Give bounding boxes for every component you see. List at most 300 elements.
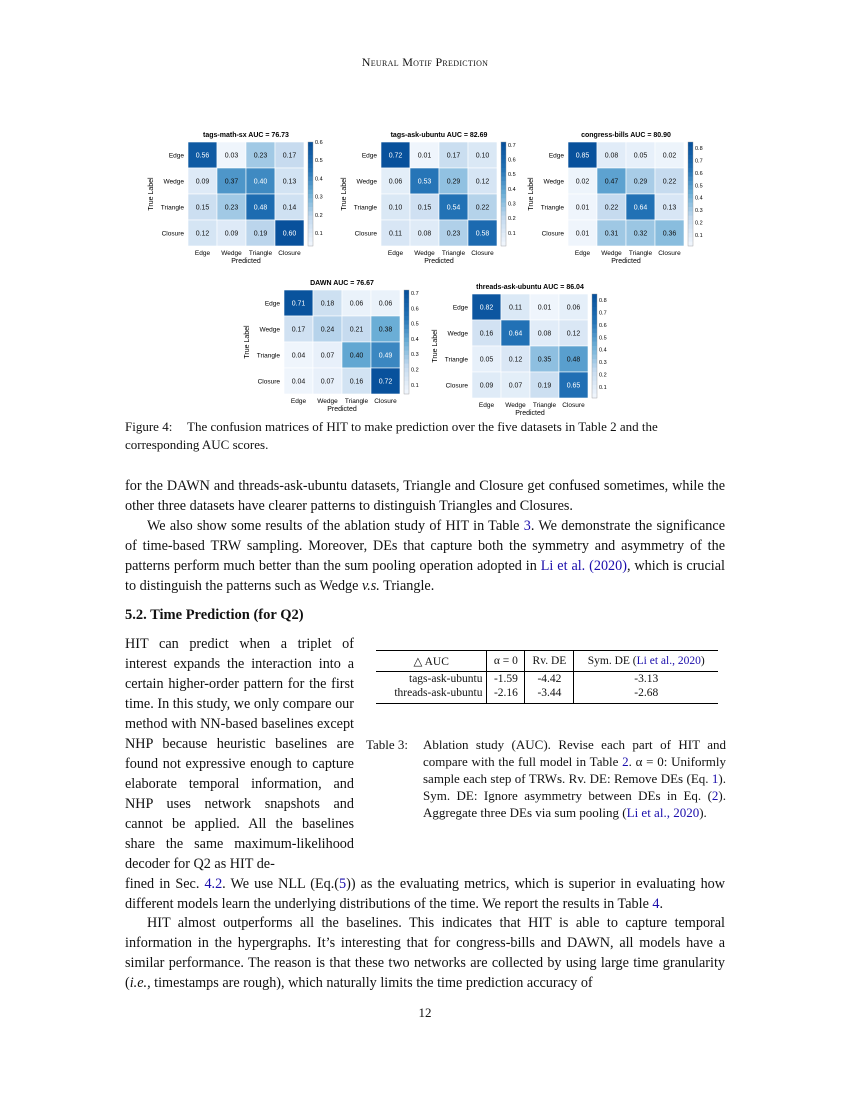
colorbar-segment [688,142,693,147]
p4-b: . We use NLL (Eq.( [222,876,340,892]
colorbar-segment [592,333,597,338]
col-tick-label: Edge [290,398,307,405]
colorbar-segment [688,207,693,212]
p2-vs: v.s. [362,578,380,594]
colorbar-segment [592,329,597,334]
confusion-matrix-tags-math-sx [140,128,335,273]
colorbar-tick-label: 0.4 [315,176,323,183]
colorbar-segment [501,155,506,160]
cell-value-label: 0.15 [417,204,432,212]
tcap-d: ). Aggregate three DEs via sum pooling ( [423,788,726,820]
colorbar-segment [501,220,506,225]
colorbar-segment [404,377,409,382]
table-header-sym-de [574,651,718,672]
colorbar-segment [592,324,597,329]
cell-value-label: 0.11 [508,304,523,312]
li-et-al-caption-link[interactable]: Li et al., 2020 [626,805,700,820]
cell-value-label: 0.18 [320,300,335,308]
colorbar-tick-label: 0.5 [508,172,516,179]
colorbar-segment [501,181,506,186]
cell-value-label: 0.08 [417,230,432,238]
cell-value-label: 0.02 [662,152,677,160]
colorbar-tick-label: 0.2 [411,367,419,374]
colorbar-segment [404,312,409,317]
cell-value-label: 0.49 [378,352,393,360]
colorbar-segment [404,333,409,338]
p2-text-c: , which is crucial to distinguish the patterns such as Wedge [125,558,725,594]
colorbar-tick-label: 0.7 [508,142,516,149]
cell-value-label: 0.16 [349,378,364,386]
cell-value-label: 0.40 [253,178,268,186]
col-tick-label: Edge [387,250,404,257]
colorbar-segment [688,172,693,177]
cell-value-label: 0.22 [604,204,619,212]
colorbar-segment [308,181,313,186]
colorbar-segment [404,325,409,330]
colorbar-segment [592,376,597,381]
colorbar-segment [501,211,506,216]
colorbar-segment [308,220,313,225]
figure-caption [125,418,725,454]
cell-value-label: 0.16 [479,330,494,338]
ablation-table [376,650,718,704]
cell-value-label: 0.22 [475,204,490,212]
colorbar-segment [688,229,693,234]
colorbar-tick-label: 0.2 [599,372,607,379]
sec-4-2-link[interactable]: 4.2 [204,876,223,892]
section-heading: 5.2. Time Prediction (for Q2) [125,607,304,623]
y-axis-label: True Label [148,177,155,211]
y-axis-label: True Label [244,325,251,359]
cell-value-label: 0.05 [633,152,648,160]
table-header-alpha: α = 0 [487,651,525,672]
paragraph-5 [125,913,725,993]
colorbar-segment [688,155,693,160]
table-3-link[interactable]: 3 [523,518,531,534]
cell-value-label: 0.12 [566,330,581,338]
cell-value-label: 0.82 [479,304,494,312]
p2-text-b: . We demonstrate the significance of time-based TRW sampling. Moreover, DEs that capture both the symmetry and asymmetry of the patterns perform much better than the sum pooling operation adopted in [125,518,725,574]
row-tick-label: Closure [161,230,184,238]
row-tick-label: Closure [541,230,564,238]
colorbar-segment [592,342,597,347]
table-cell: tags-ask-ubuntu [409,673,483,685]
colorbar-segment [308,194,313,199]
row-tick-label: Wedge [356,178,377,186]
cell-value-label: 0.14 [282,204,297,212]
colorbar-segment [404,381,409,386]
cell-value-label: 0.06 [378,300,393,308]
paragraph-3: HIT can predict when a triplet of interest expands the interaction into a certain higher-order pattern for the first time. In this study, we only compare our method with NN-based baselines except NHP because heuristic baselines are found not expressive enough to capture elaborate temporal information, and NHP uses network snapshots and cannot be applied. All the baselines share the same maximum-likelihood decoder for Q2 as HIT de- [125,636,354,872]
col-tick-label: Wedge [414,250,435,257]
colorbar-segment [404,390,409,395]
colorbar-segment [501,242,506,247]
cell-value-label: 0.11 [388,230,403,238]
colorbar-tick-label: 0.8 [695,146,703,153]
col-tick-label: Wedge [221,250,242,257]
p4-d: . [659,896,664,912]
x-axis-label: Predicted [611,258,641,265]
colorbar-segment [501,233,506,238]
colorbar-tick-label: 0.7 [599,310,607,317]
cell-value-label: 0.53 [417,178,432,186]
colorbar-tick-label: 0.5 [599,335,607,342]
colorbar-segment [592,294,597,299]
colorbar-segment [404,351,409,356]
x-axis-label: Predicted [424,258,454,265]
colorbar-segment [592,355,597,360]
colorbar-tick-label: 0.2 [695,220,703,227]
colorbar-segment [688,185,693,190]
table-cell: threads-ask-ubuntu [376,686,487,704]
cell-value-label: 0.32 [633,230,648,238]
colorbar-segment [404,359,409,364]
colorbar-tick-label: 0.7 [411,291,419,298]
colorbar-segment [308,155,313,160]
cell-value-label: 0.09 [224,230,239,238]
cell-value-label: 0.21 [349,326,364,334]
cell-value-label: 0.29 [633,178,648,186]
colorbar-segment [308,190,313,195]
cell-value-label: 0.15 [195,204,210,212]
colorbar-segment [501,159,506,164]
colorbar-segment [688,233,693,238]
colorbar-tick-label: 0.1 [411,382,419,389]
col-tick-label: Triangle [628,250,653,257]
colorbar-segment [404,364,409,369]
cell-value-label: 0.58 [475,230,490,238]
figure-caption-text: The confusion matrices of HIT to make prediction over the five datasets in Table 2 and the corresponding AUC scores. [125,419,658,452]
colorbar-segment [404,368,409,373]
col-tick-label: Triangle [441,250,466,257]
cell-value-label: 0.08 [537,330,552,338]
colorbar-segment [592,363,597,368]
row-tick-label: Triangle [540,204,564,212]
colorbar-segment [308,233,313,238]
chart-title: tags-math-sx AUC = 76.73 [203,132,289,139]
confusion-matrix-dawn [236,276,431,421]
colorbar-segment [688,224,693,229]
colorbar-tick-label: 0.3 [315,194,323,201]
colorbar-segment [688,146,693,151]
sym-de-citation-link[interactable]: Li et al., 2020 [636,655,701,667]
colorbar-segment [501,224,506,229]
table-cell: -3.13 [574,672,718,687]
table-cell: -3.44 [525,686,574,704]
p4-c: )) as the evaluating metrics, which is superior in evaluating how different models learn the underlying distributions of the time. We report the results in Table [125,876,726,912]
colorbar-segment [404,316,409,321]
paragraph-4 [125,874,725,914]
colorbar-segment [688,151,693,156]
col-tick-label: Closure [374,398,397,405]
cell-value-label: 0.47 [604,178,619,186]
row-tick-label: Edge [168,152,184,160]
colorbar-segment [404,355,409,360]
colorbar-segment [688,168,693,173]
p5-a: HIT almost outperforms all the baselines. This indicates that HIT is able to capture temporal information in the hypergraphs. It’s interesting that for congress-bills and DAWN, all models have a similar performance. The reason is that these two networks are collected by using large time granularity ( [125,915,725,991]
colorbar-segment [501,203,506,208]
colorbar-segment [592,394,597,399]
colorbar-tick-label: 0.1 [315,231,323,238]
colorbar-tick-label: 0.4 [695,195,703,202]
colorbar-segment [501,229,506,234]
paragraph-2 [125,516,725,596]
confusion-matrix-threads-ask-ubuntu [424,280,619,420]
col-tick-label: Triangle [532,402,557,409]
row-tick-label: Closure [354,230,377,238]
colorbar-segment [308,242,313,247]
chart-title: threads-ask-ubuntu AUC = 86.04 [476,284,584,291]
eq-5-link[interactable]: 5 [339,876,347,892]
colorbar-segment [308,146,313,151]
table-4-link[interactable]: 4 [652,896,660,912]
row-tick-label: Wedge [163,178,184,186]
colorbar-tick-label: 0.7 [695,158,703,165]
colorbar-segment [501,194,506,199]
colorbar-tick-label: 0.3 [695,208,703,215]
table-row [376,672,718,687]
colorbar-tick-label: 0.5 [315,158,323,165]
tcap-a: Ablation study (AUC). Revise each part of HIT and compare with the full model in Table [423,737,726,769]
colorbar-segment [688,242,693,247]
colorbar-tick-label: 0.8 [599,298,607,305]
colorbar-tick-label: 0.4 [508,186,516,193]
cell-value-label: 0.06 [566,304,581,312]
sym-de-close: ) [700,655,705,667]
colorbar-tick-label: 0.6 [599,322,607,329]
row-tick-label: Triangle [353,204,377,212]
cell-value-label: 0.06 [388,178,403,186]
colorbar-segment [404,307,409,312]
cell-value-label: 0.09 [479,382,494,390]
confusion-matrix-tags-ask-ubuntu [333,128,528,273]
colorbar-segment [404,294,409,299]
colorbar-segment [592,337,597,342]
cell-value-label: 0.48 [566,356,581,364]
colorbar-tick-label: 0.3 [599,360,607,367]
col-tick-label: Triangle [344,398,369,405]
colorbar-segment [404,320,409,325]
col-tick-label: Triangle [248,250,273,257]
colorbar-tick-label: 0.1 [508,230,516,237]
colorbar-segment [501,216,506,221]
tcap-c: ). Sym. DE: Ignore asymmetry between DEs in Eq. ( [423,771,726,803]
colorbar-segment [308,216,313,221]
row-tick-label: Closure [257,378,280,386]
cell-value-label: 0.23 [446,230,461,238]
cell-value-label: 0.40 [349,352,364,360]
table-header-rv-de: Rv. DE [525,651,574,672]
chart-title: tags-ask-ubuntu AUC = 82.69 [390,132,488,139]
table-cell: -2.68 [574,686,718,704]
cell-value-label: 0.09 [195,178,210,186]
colorbar-segment [592,389,597,394]
eq-2-link[interactable]: 2 [711,788,719,803]
row-tick-label: Triangle [444,356,468,364]
cell-value-label: 0.07 [320,352,335,360]
running-header: Neural Motif Prediction [361,55,489,69]
cell-value-label: 0.12 [475,178,490,186]
colorbar-tick-label: 0.5 [411,321,419,328]
cell-value-label: 0.38 [378,326,393,334]
colorbar-segment [501,185,506,190]
colorbar-segment [592,381,597,386]
colorbar-segment [404,303,409,308]
chart-title: DAWN AUC = 76.67 [310,280,374,287]
colorbar-segment [592,372,597,377]
table-2-link[interactable]: 2 [622,754,629,769]
row-tick-label: Closure [445,382,468,390]
colorbar-segment [688,159,693,164]
colorbar-segment [404,329,409,334]
cell-value-label: 0.06 [349,300,364,308]
chart-title: congress-bills AUC = 80.90 [581,132,671,139]
cell-value-label: 0.56 [195,152,210,160]
row-tick-label: Wedge [259,326,280,334]
colorbar-segment [592,346,597,351]
cell-value-label: 0.31 [604,230,619,238]
colorbar-segment [404,372,409,377]
colorbar-segment [501,207,506,212]
cell-value-label: 0.64 [508,330,523,338]
colorbar-segment [501,164,506,169]
confusion-matrix-congress-bills [520,128,715,273]
cell-value-label: 0.07 [320,378,335,386]
cell-value-label: 0.23 [253,152,268,160]
cell-value-label: 0.85 [575,152,590,160]
cell-value-label: 0.13 [662,204,677,212]
colorbar-tick-label: 0.3 [411,352,419,359]
row-tick-label: Wedge [543,178,564,186]
colorbar-segment [592,316,597,321]
colorbar-tick-label: 0.6 [315,140,323,146]
tcap-b: . α = 0: Uniformly sample each step of TRWs. Rv. DE: Remove DEs (Eq. [423,754,726,786]
colorbar-segment [592,350,597,355]
colorbar-segment [688,220,693,225]
cell-value-label: 0.12 [195,230,210,238]
row-tick-label: Triangle [256,352,280,360]
table-cell: -4.42 [525,672,574,687]
table-row [376,686,718,704]
colorbar-segment [501,151,506,156]
cell-value-label: 0.17 [282,152,297,160]
colorbar-segment [501,142,506,147]
colorbar-segment [592,307,597,312]
cell-value-label: 0.22 [662,178,677,186]
colorbar-segment [592,359,597,364]
p2-text-a: We also show some results of the ablation study of HIT in Table [147,518,524,534]
colorbar-segment [308,211,313,216]
cell-value-label: 0.19 [253,230,268,238]
cell-value-label: 0.64 [633,204,648,212]
colorbar-segment [501,177,506,182]
col-tick-label: Closure [562,402,585,409]
colorbar-segment [404,342,409,347]
figure-caption-label: Figure 4: [125,419,173,434]
colorbar-segment [592,320,597,325]
col-tick-label: Wedge [601,250,622,257]
row-tick-label: Triangle [160,204,184,212]
colorbar-segment [592,368,597,373]
cell-value-label: 0.02 [575,178,590,186]
colorbar-segment [308,164,313,169]
cell-value-label: 0.04 [291,378,306,386]
cell-value-label: 0.19 [537,382,552,390]
colorbar-segment [404,338,409,343]
colorbar-segment [688,198,693,203]
table-caption-label: Table 3: [366,737,409,752]
p5-b: , timestamps are rough), which naturally limits the time prediction accuracy of [147,975,593,991]
colorbar-segment [308,229,313,234]
col-tick-label: Wedge [505,402,526,409]
cell-value-label: 0.72 [378,378,393,386]
p2-text-d: Triangle. [379,578,435,594]
cell-value-label: 0.01 [575,230,590,238]
x-axis-label: Predicted [231,258,261,265]
cell-value-label: 0.10 [388,204,403,212]
colorbar-segment [688,237,693,242]
colorbar-tick-label: 0.6 [508,157,516,164]
colorbar-segment [308,203,313,208]
x-axis-label: Predicted [515,410,545,417]
cell-value-label: 0.29 [446,178,461,186]
cell-value-label: 0.08 [604,152,619,160]
colorbar-segment [404,385,409,390]
cell-value-label: 0.07 [508,382,523,390]
col-tick-label: Edge [574,250,591,257]
col-tick-label: Edge [478,402,495,409]
paragraph-1: for the DAWN and threads-ask-ubuntu datasets, Triangle and Closure get confused sometimes, while the other three datasets have clearer patterns to distinguish Triangles and Closures. [125,478,725,514]
colorbar-segment [688,194,693,199]
eq-1-link[interactable]: 1 [711,771,719,786]
p5-ie: i.e. [129,975,148,991]
row-tick-label: Edge [452,304,468,312]
col-tick-label: Closure [471,250,494,257]
colorbar-segment [592,303,597,308]
colorbar-segment [308,168,313,173]
cell-value-label: 0.01 [417,152,432,160]
sym-de-label: Sym. DE ( [587,655,637,667]
cell-value-label: 0.60 [282,230,297,238]
row-tick-label: Wedge [447,330,468,338]
colorbar-segment [308,198,313,203]
cell-value-label: 0.72 [388,152,403,160]
cell-value-label: 0.13 [282,178,297,186]
col-tick-label: Closure [278,250,301,257]
colorbar-tick-label: 0.1 [695,232,703,239]
colorbar-segment [688,181,693,186]
colorbar-segment [308,185,313,190]
cell-value-label: 0.36 [662,230,677,238]
colorbar-segment [308,172,313,177]
colorbar-segment [501,168,506,173]
cell-value-label: 0.01 [575,204,590,212]
p4-a: fined in Sec. [125,876,205,892]
colorbar-segment [404,299,409,304]
row-tick-label: Edge [264,300,280,308]
cell-value-label: 0.03 [224,152,239,160]
colorbar-segment [308,224,313,229]
colorbar-tick-label: 0.5 [695,183,703,190]
col-tick-label: Closure [658,250,681,257]
li-et-al-citation-link[interactable]: Li et al. (2020) [540,558,627,574]
colorbar-segment [404,346,409,351]
colorbar-segment [308,207,313,212]
colorbar-segment [308,159,313,164]
y-axis-label: True Label [528,177,535,211]
row-tick-label: Edge [361,152,377,160]
colorbar-segment [592,311,597,316]
